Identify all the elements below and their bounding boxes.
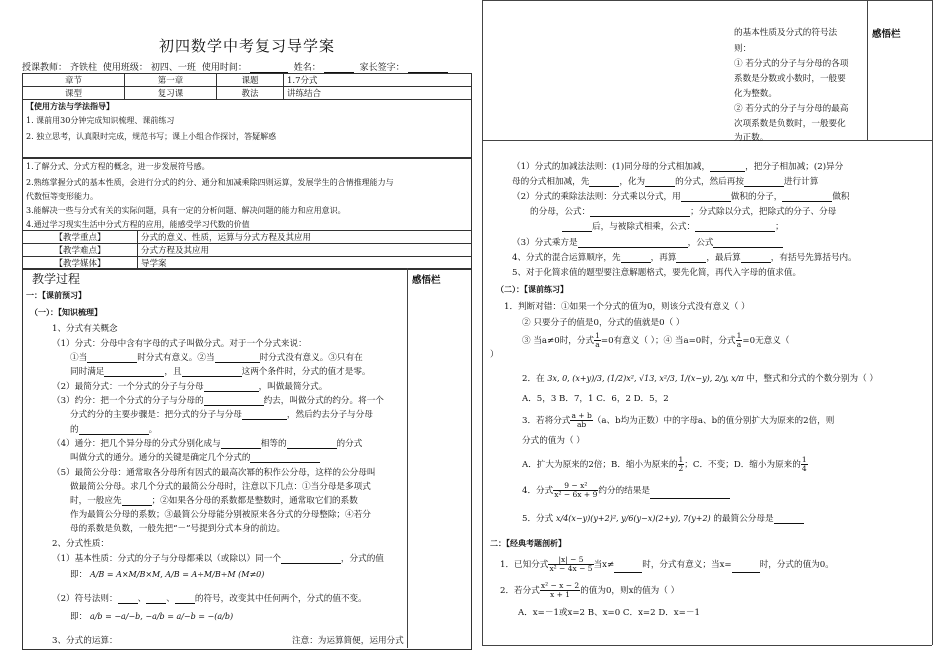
text-line: 的 。 — [70, 425, 158, 435]
fraction: $\frac{1}{a}$ — [736, 331, 742, 349]
text-line: （5）最简公分母：通常取各分母所有因式的最高次幂的积作公分母，这样的公分母叫 — [52, 468, 376, 478]
time-blank[interactable] — [250, 63, 288, 73]
answer-blank[interactable] — [87, 353, 137, 363]
answer-blank[interactable] — [732, 563, 760, 573]
answer-blank[interactable] — [645, 177, 675, 187]
text-line: 的分母，公式： ；分式除以分式，把除式的分子、分母 — [530, 207, 837, 217]
question-line: 1．判断对错：①如果一个分式的值为0，则该分式没有意义（ ） — [504, 302, 750, 312]
text-line: （1）分式：分母中含有字母的式子叫做分式。对于一个分式来说： — [52, 339, 307, 349]
class-label: 使用班级： — [102, 63, 148, 73]
time-label: 使用时间： — [201, 63, 247, 73]
text-line: 分式约分的主要步骤是：把分式的分子与分母 ，然后约去分子与分母 — [70, 410, 373, 420]
text-line: 5、对于化简求值的题型要注意解题格式，要先化简，再代入字母的值求值。 — [512, 268, 802, 278]
meta-table — [22, 73, 472, 100]
text-line: （4）通分：把几个异分母的分式分别化成与 相等的 的分式 — [52, 439, 363, 449]
name-blank[interactable] — [324, 63, 354, 73]
focus-value: 分式方程及其应用 — [138, 244, 472, 257]
practice-header: （二）：【课前练习】 — [496, 284, 568, 294]
text-line: 母的系数是负数，一般先把“－”号提到分式本身的前边。 — [70, 524, 286, 534]
parent-blank[interactable] — [408, 63, 448, 73]
table-row — [23, 74, 472, 87]
answer-blank[interactable] — [204, 382, 259, 392]
sidebar-label: 感悟栏 — [872, 29, 901, 40]
fraction: $\frac{\text{9 − x²}}{\text{x² − 6x + 9}}$ — [554, 481, 598, 499]
sign-formula: a/b = −a/−b, −a/b = a/−b = −(a/b) — [89, 612, 234, 621]
page-title: 初四数学中考复习导学案 — [158, 37, 335, 55]
text-line: （2）最简分式：一个分式的分子与分母 ，叫做最简分式。 — [52, 382, 328, 392]
text-line: （3）分式乘方是 ，公式 — [512, 236, 783, 248]
focus-value: 导学案 — [138, 257, 472, 270]
question-line: ③ 当a≠0时，分式 $\frac{1}{a}$ =0有意义（ ）；④ 当a=0时，分式 $\frac{1}{a}$ =0无意义（ — [522, 331, 790, 349]
text-line: 注意：为运算简便，运用分式 — [292, 636, 404, 646]
answer-blank[interactable] — [695, 222, 775, 232]
expression-list: 3x, 0, (x+y)/3, (1/2)x², √13, x²/3, 1/(x−y), 2/y, x/π — [547, 374, 744, 383]
fraction: $\frac{1}{4}$ — [801, 455, 807, 473]
text-line: 时，一般应先 ；②如果各分母的系数都是整数时，通常取它们的系数 — [70, 496, 358, 506]
answer-blank[interactable] — [650, 489, 730, 499]
answer-blank[interactable] — [122, 496, 152, 506]
page-border-right — [932, 0, 933, 645]
sidebar-divider — [867, 0, 868, 140]
table-row — [23, 87, 472, 100]
answer-blank[interactable] — [79, 425, 149, 435]
answer-blank[interactable] — [590, 207, 690, 217]
text-line: 则： — [734, 44, 752, 54]
process-title: 教学过程 — [32, 272, 81, 286]
text-line: （1）基本性质：分式的分子与分母都乘以（或除以）同一个 ，分式的值 — [52, 554, 384, 564]
name-label: 姓名： — [293, 63, 321, 73]
text-line: 叫做分式的通分。通分的关键是确定几个分式的 — [70, 451, 320, 463]
answer-blank[interactable] — [250, 453, 320, 463]
focus-label: 【教学重点】 — [23, 231, 138, 244]
focus-label: 【教学媒体】 — [23, 257, 138, 270]
text-line: 的基本性质及分式的符号法 — [734, 28, 838, 38]
answer-blank[interactable] — [562, 222, 592, 232]
cell-chapter-label: 章节 — [23, 74, 125, 87]
answer-blank[interactable] — [215, 353, 260, 363]
goal-item: 代数恒等变形能力。 — [26, 192, 98, 201]
text-line: 系数是分数或小数时，一般要 — [734, 74, 846, 84]
text-line: 2、分式性质： — [52, 539, 110, 549]
answer-blank[interactable] — [182, 367, 242, 377]
method-header: 【使用方法与学法指导】 — [26, 101, 114, 111]
goal-item: 2.熟练掌握分式的基本性质，会进行分式的约分、通分和加减乘除四则运算，发展学生的合情推理能力与 — [26, 178, 394, 187]
text-line: 为正数。 — [734, 133, 769, 143]
cell-topic-label: 课题 — [217, 74, 284, 87]
answer-blank[interactable] — [281, 554, 341, 564]
cell-method-label: 教法 — [217, 87, 284, 100]
parent-label: 家长签字： — [359, 63, 405, 73]
answer-blank[interactable] — [713, 238, 783, 248]
table-row — [23, 244, 472, 257]
teacher-label: 授课教师： — [22, 63, 68, 73]
options-line: A．x=－1或x=2 B、x=0 C．x=2 D．x=－1 — [518, 608, 700, 618]
answer-blank[interactable] — [774, 514, 804, 524]
question-line: ） — [490, 350, 499, 360]
question-line: 4．分式 $\frac{\text{9 − x²}}{\text{x² − 6x + 9}}$ 约分的结果是 — [522, 482, 730, 499]
text-line: ①当 时分式有意义。②当 时分式没有意义。③只有在 — [70, 353, 363, 363]
cell-topic-value: 1.7分式 — [284, 74, 472, 87]
text-line: 1、分式有关概念 — [52, 324, 118, 334]
cell-chapter-value: 第一章 — [125, 74, 217, 87]
question-line: 1．已知分式 $\frac{|x| - 5}{\text{x² − 4x − 5}}$ 当x≠ 时，分式有意义；当x= 时，分式的值为0。 — [500, 555, 834, 573]
text-line: 4、分式的混合运算顺序，先 ，再算 ，最后算 ，有括号先算括号内。 — [512, 253, 857, 263]
focus-label: 【教学难点】 — [23, 244, 138, 257]
question-line: 5．分式 x/4(x−y)(y+2)², y/6(y−x)(2+y), 7(y+2) 的最简公分母是 — [522, 512, 804, 524]
text-line: （1）分式的加减法法则：(1)同分母的分式相加减， ，把分子相加减；(2)异分 — [512, 162, 844, 172]
answer-blank[interactable] — [104, 367, 164, 377]
answer-blank[interactable] — [242, 410, 287, 420]
focus-table — [22, 230, 472, 270]
fraction: $\frac{\text{x² − x − 2}}{x + 1}$ — [540, 581, 580, 599]
question-line: 2．若分式 $\frac{\text{x² − x − 2}}{x + 1}$ 的值为0，则x的值为（ ） — [500, 581, 680, 599]
text-line: 同时满足 ，且 这两个条件时，分式的值才是零。 — [70, 367, 371, 377]
text-line: ② 若分式的分子与分母的最高 — [734, 104, 849, 114]
classic-header: 二：【经典考题剖析】 — [490, 538, 566, 548]
text-line: 母的分式相加减，先 ，化为 的分式，然后再按 进行计算 — [512, 177, 819, 187]
knowledge-header: （一）：【知识梳理】 — [30, 307, 102, 317]
goal-item: 3.能解决一些与分式有关的实际问题，具有一定的分析问题、解决问题的能力和应用意识。 — [26, 206, 346, 215]
cell-method-value: 讲练结合 — [284, 87, 472, 100]
text-line: 作为最简公分母的系数；③最简公分母能分别被原来各分式的分母整除；④若分 — [70, 510, 371, 520]
answer-blank[interactable] — [676, 253, 706, 263]
text-line: 即： a/b = −a/−b, −a/b = a/−b = −(a/b) — [70, 612, 234, 622]
answer-blank[interactable] — [146, 594, 166, 604]
sidebar-divider — [407, 268, 408, 648]
focus-value: 分式的意义、性质，运算与分式方程及其应用 — [138, 231, 472, 244]
answer-blank[interactable] — [741, 253, 771, 263]
teacher-name: 齐铁柱 — [70, 63, 98, 73]
answer-blank[interactable] — [681, 192, 731, 202]
right-page — [482, 0, 937, 655]
fraction: $\frac{1}{a}$ — [595, 331, 600, 349]
fraction: $\frac{1}{2}$ — [678, 455, 684, 473]
table-row — [23, 231, 472, 244]
page-border-left — [482, 0, 483, 645]
text-line: （3）约分：把一个分式的分子与分母的 约去，叫做分式的约分。将一个 — [52, 396, 384, 406]
answer-blank[interactable] — [175, 594, 195, 604]
sidebar-label: 感悟栏 — [412, 275, 441, 286]
page-border-bottom — [482, 645, 932, 646]
text-line: 化为整数。 — [734, 89, 777, 99]
text-line: ① 若分式的分子与分母的各项 — [734, 59, 849, 69]
answer-blank[interactable] — [578, 238, 688, 248]
goal-item: 1.了解分式、分式方程的概念，进一步发展符号感。 — [26, 162, 210, 171]
text-line: 后，与被除式相乘，公式： ； — [562, 220, 784, 232]
cell-type-label: 课型 — [23, 87, 125, 100]
answer-blank[interactable] — [287, 439, 337, 449]
answer-blank[interactable] — [221, 439, 261, 449]
answer-blank[interactable] — [782, 192, 832, 202]
answer-blank[interactable] — [744, 177, 784, 187]
property-formula: A/B = A×M/B×M, A/B = A÷M/B÷M (M≠0) — [89, 570, 265, 579]
question-line: 分式的值为（ ） — [522, 436, 585, 446]
answer-blank[interactable] — [589, 177, 619, 187]
answer-blank[interactable] — [204, 396, 264, 406]
text-line: 做最简公分母。求几个分式的最简公分母时，注意以下几点：①当分母是多项式 — [70, 482, 371, 492]
answer-blank[interactable] — [614, 563, 642, 573]
fraction: $\frac{|x| - 5}{\text{x² − 4x − 5}}$ — [549, 555, 593, 573]
goal-item: 4.通过学习现实生活中分式方程的应用，能感受学习代数的价值 — [26, 220, 250, 229]
page-border-top — [482, 0, 932, 1]
fraction: $\frac{a + b}{ab}$ — [571, 411, 592, 429]
text-line: 次项系数是负数时，一般要化 — [734, 119, 846, 129]
answer-blank[interactable] — [710, 162, 745, 172]
text-line: （2）分式的乘除法法则：分式乘以分式，用 做积的分子， 做积 — [512, 192, 850, 202]
options-line: A．5，3 B．7，1 C．6，2 D．5，2 — [522, 394, 669, 404]
question-line: 3．若将分式 $\frac{a + b}{ab}$ （a、b均为正数）中的字母a、b的值分别扩大为原来的2倍，则 — [522, 411, 835, 429]
section-divider — [482, 140, 932, 141]
method-item: 2. 独立思考，认真限时完成，规范书写；课上小组合作探讨，答疑解惑 — [26, 132, 277, 141]
question-line: ② 只要分子的值是0，分式的值就是0（ ） — [522, 318, 685, 328]
method-item: 1. 课前用30分钟完成知识梳理、课前练习 — [26, 116, 175, 125]
info-line — [22, 60, 472, 73]
text-line: 3、分式的运算： — [52, 636, 118, 646]
preview-header: 一：【课前预习】 — [26, 290, 86, 300]
left-page — [22, 15, 472, 655]
expression-list: x/4(x−y)(y+2)², y/6(y−x)(2+y), 7(y+2) — [555, 514, 711, 523]
answer-blank[interactable] — [621, 253, 651, 263]
question-line: 2．在 3x, 0, (x+y)/3, (1/2)x², √13, x²/3, 1/(x−y), 2/y, x/π 中，整式和分式的个数分别为（ ） — [522, 374, 878, 384]
answer-blank[interactable] — [118, 594, 138, 604]
cell-type-value: 复习课 — [125, 87, 217, 100]
options-line: A．扩大为原来的2倍；B．缩小为原来的 $\frac{1}{2}$ ；C．不变；D．缩小为原来的 $\frac{1}{4}$ — [522, 455, 807, 473]
text-line: 即： A/B = A×M/B×M, A/B = A÷M/B÷M (M≠0) — [70, 570, 265, 580]
text-line: （2）符号法则： 、 、 的符号，改变其中任何两个，分式的值不变。 — [52, 594, 367, 604]
class-value: 初四、一班 — [150, 63, 196, 73]
